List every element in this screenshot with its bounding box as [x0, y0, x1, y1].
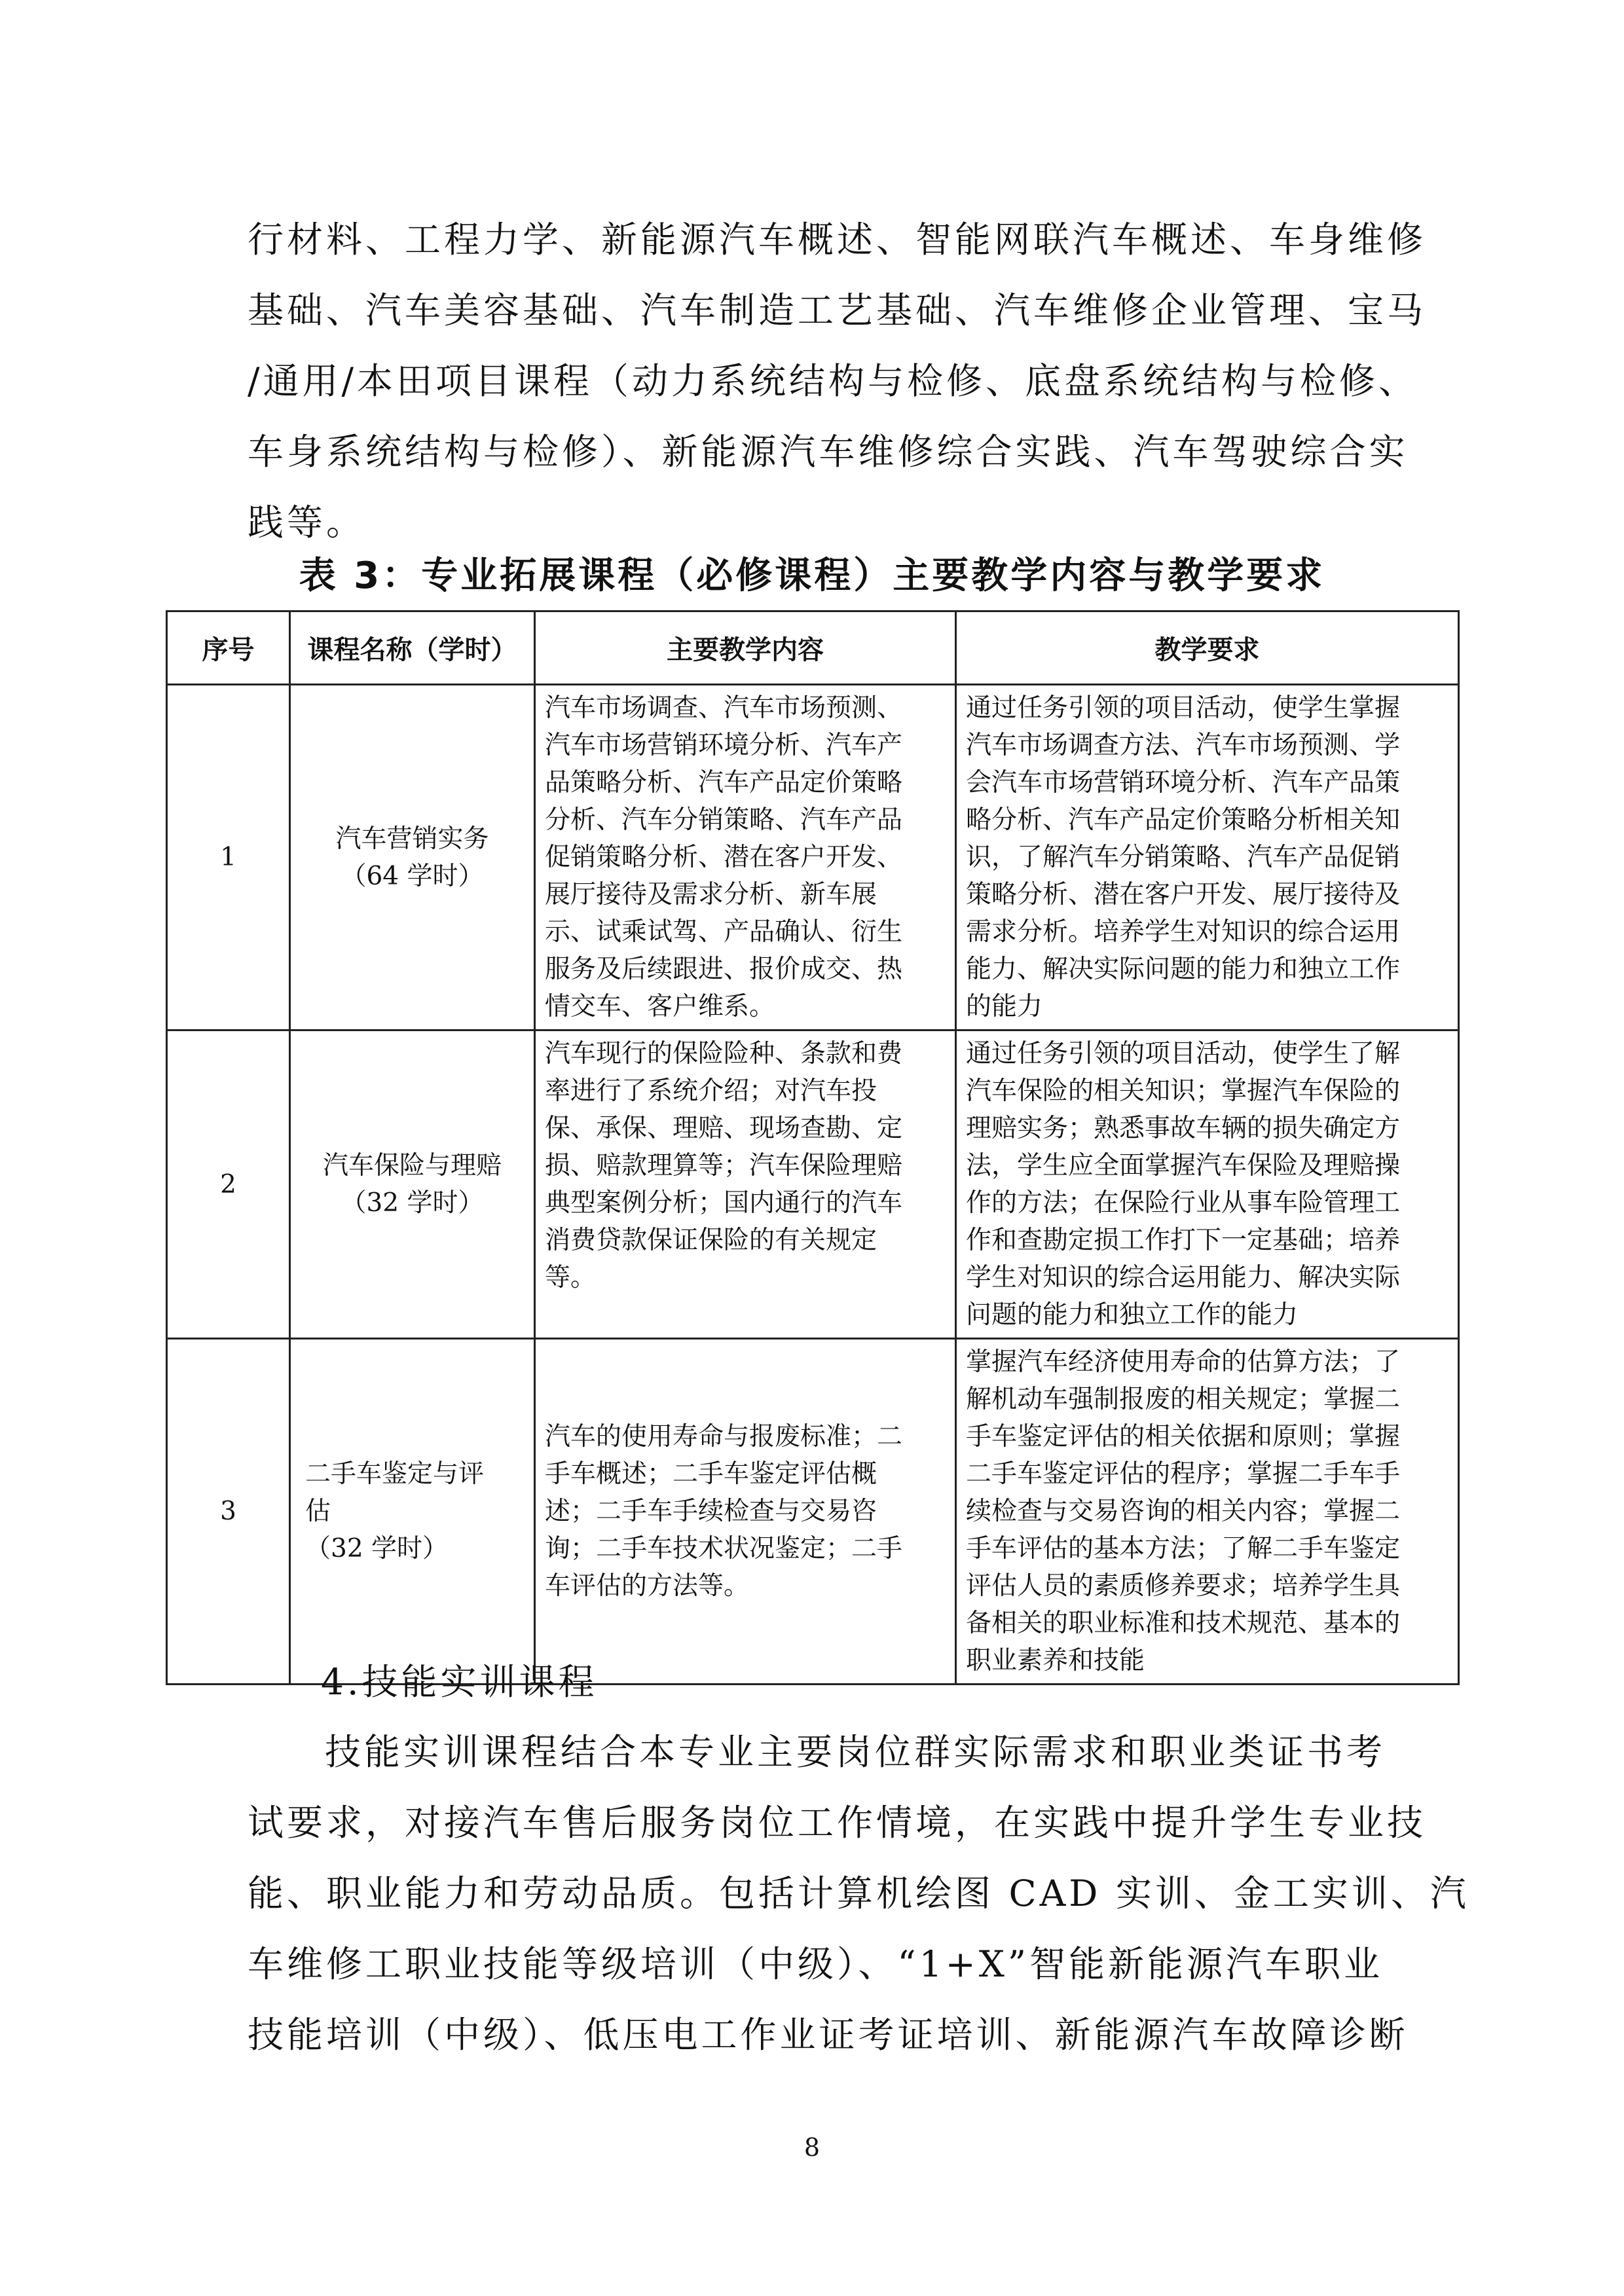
- content-line: 率进行了系统介绍；对汽车投: [545, 1076, 877, 1106]
- requirement-line: 作的方法；在保险行业从事车险管理工: [966, 1188, 1401, 1218]
- content-line: 等。: [545, 1263, 597, 1292]
- requirement-line: 通过任务引领的项目活动，使学生掌握: [966, 693, 1401, 723]
- course-name: 估: [305, 1497, 331, 1526]
- requirement-line: 需求分析。培养学生对知识的综合运用: [966, 917, 1401, 947]
- requirement-line: 掌握汽车经济使用寿命的估算方法；了: [966, 1347, 1401, 1377]
- requirement-line: 汽车保险的相关知识；掌握汽车保险的: [966, 1076, 1401, 1106]
- body-line: 技能培训（中级）、低压电工作业证考证培训、新能源汽车故障诊断: [248, 2014, 1409, 2056]
- table-header-row: [167, 611, 1459, 685]
- header-content: 主要教学内容: [535, 611, 956, 685]
- requirement-line: 职业素养和技能: [966, 1646, 1145, 1675]
- content-line: 促销策略分析、潜在客户开发、: [545, 843, 903, 872]
- course-hours: （64 学时）: [341, 861, 484, 891]
- row-content: [535, 685, 956, 1030]
- intro-line: /通用/本田项目课程（动力系统结构与检修、底盘系统结构与检修、: [248, 360, 1418, 402]
- requirement-line: 能力、解决实际问题的能力和独立工作: [966, 955, 1401, 984]
- page-number: 8: [803, 2133, 821, 2162]
- requirement-line: 问题的能力和独立工作的能力: [966, 1300, 1299, 1330]
- content-line: 汽车市场调查、汽车市场预测、: [545, 693, 903, 723]
- row-content: [535, 1030, 956, 1339]
- intro-line: 车身系统结构与检修）、新能源汽车维修综合实践、汽车驾驶综合实: [248, 431, 1409, 473]
- requirement-line: 理赔实务；熟悉事故车辆的损失确定方: [966, 1114, 1401, 1143]
- row-content: [535, 1339, 956, 1685]
- requirement-line: 作和查勘定损工作打下一定基础；培养: [966, 1226, 1401, 1255]
- course-hours: （32 学时）: [341, 1188, 484, 1218]
- content-line: 分析、汽车分销策略、汽车产品: [545, 805, 903, 835]
- content-line: 车评估的方法等。: [545, 1571, 750, 1601]
- body-line: 车维修工职业技能等级培训（中级）、“1+X”智能新能源汽车职业: [248, 1943, 1383, 1985]
- row-requirement: [956, 1030, 1459, 1339]
- body-paragraph: [248, 1717, 1469, 2070]
- content-line: 述；二手车手续检查与交易咨: [545, 1497, 877, 1526]
- row-requirement: [956, 685, 1459, 1030]
- body-line: 技能实训课程结合本专业主要岗位群实际需求和职业类证书考: [325, 1731, 1386, 1773]
- header-seq: 序号: [167, 611, 290, 685]
- table-row: [167, 1030, 1459, 1339]
- content-line: 手车概述；二手车鉴定评估概: [545, 1459, 877, 1489]
- body-line: 能、职业能力和劳动品质。包括计算机绘图 CAD 实训、金工实训、汽: [248, 1872, 1469, 1914]
- course-hours: （32 学时）: [305, 1534, 449, 1563]
- row-seq: 1: [167, 685, 290, 1030]
- content-line: 品策略分析、汽车产品定价策略: [545, 768, 903, 797]
- content-line: 汽车现行的保险险种、条款和费: [545, 1039, 903, 1068]
- row-course-name: [290, 1030, 535, 1339]
- content-line: 询；二手车技术状况鉴定；二手: [545, 1534, 903, 1563]
- requirement-line: 策略分析、潜在客户开发、展厅接待及: [966, 880, 1401, 909]
- intro-line: 行材料、工程力学、新能源汽车概述、智能网联汽车概述、车身维修: [248, 219, 1427, 261]
- row-seq: 2: [167, 1030, 290, 1339]
- intro-line: 践等。: [248, 501, 366, 543]
- requirement-line: 解机动车强制报废的相关规定；掌握二: [966, 1385, 1401, 1414]
- body-line: 试要求，对接汽车售后服务岗位工作情境，在实践中提升学生专业技: [248, 1802, 1427, 1844]
- content-line: 典型案例分析；国内通行的汽车: [545, 1188, 903, 1218]
- section-heading: 4.技能实训课程: [321, 1661, 598, 1703]
- content-line: 展厅接待及需求分析、新车展: [545, 880, 877, 909]
- content-line: 汽车市场营销环境分析、汽车产: [545, 731, 903, 760]
- row-course-name: [290, 685, 535, 1030]
- content-line: 消费贷款保证保险的有关规定: [545, 1226, 877, 1255]
- content-line: 情交车、客户维系。: [545, 992, 775, 1021]
- requirement-line: 通过任务引领的项目活动，使学生了解: [966, 1039, 1401, 1068]
- row-course-name: [290, 1339, 535, 1685]
- course-name: 二手车鉴定与评: [305, 1459, 485, 1489]
- requirement-line: 学生对知识的综合运用能力、解决实际: [966, 1263, 1401, 1292]
- requirement-line: 评估人员的素质修养要求；培养学生具: [966, 1571, 1401, 1601]
- requirement-line: 的能力: [966, 992, 1043, 1021]
- course-name: 汽车保险与理赔: [322, 1151, 502, 1180]
- requirement-line: 手车鉴定评估的相关依据和原则；掌握: [966, 1422, 1401, 1451]
- content-line: 保、承保、理赔、现场查勘、定: [545, 1114, 903, 1143]
- requirement-line: 识，了解汽车分销策略、汽车产品促销: [966, 843, 1401, 872]
- intro-paragraph: [248, 204, 1427, 558]
- content-line: 服务及后续跟进、报价成交、热: [545, 955, 903, 984]
- course-table: [166, 610, 1460, 1685]
- requirement-line: 备相关的职业标准和技术规范、基本的: [966, 1609, 1401, 1638]
- content-line: 汽车的使用寿命与报废标准；二: [545, 1422, 903, 1451]
- requirement-line: 略分析、汽车产品定价策略分析相关知: [966, 805, 1401, 835]
- course-name: 汽车营销实务: [335, 824, 489, 854]
- requirement-line: 会汽车市场营销环境分析、汽车产品策: [966, 768, 1401, 797]
- table-row: [167, 1339, 1459, 1685]
- requirement-line: 二手车鉴定评估的程序；掌握二手车手: [966, 1459, 1401, 1489]
- table-row: [167, 685, 1459, 1030]
- row-seq: 3: [167, 1339, 290, 1685]
- content-line: 损、赔款理算等；汽车保险理赔: [545, 1151, 903, 1180]
- row-requirement: [956, 1339, 1459, 1685]
- header-course-name: 课程名称（学时）: [290, 611, 535, 685]
- requirement-line: 手车评估的基本方法；了解二手车鉴定: [966, 1534, 1401, 1563]
- table-caption: 表 3：专业拓展课程（必修课程）主要教学内容与教学要求: [299, 555, 1325, 597]
- requirement-line: 法，学生应全面掌握汽车保险及理赔操: [966, 1151, 1401, 1180]
- requirement-line: 汽车市场调查方法、汽车市场预测、学: [966, 731, 1401, 760]
- intro-line: 基础、汽车美容基础、汽车制造工艺基础、汽车维修企业管理、宝马: [248, 289, 1427, 331]
- requirement-line: 续检查与交易咨询的相关内容；掌握二: [966, 1497, 1401, 1526]
- header-requirement: 教学要求: [956, 611, 1459, 685]
- content-line: 示、试乘试驾、产品确认、衍生: [545, 917, 903, 947]
